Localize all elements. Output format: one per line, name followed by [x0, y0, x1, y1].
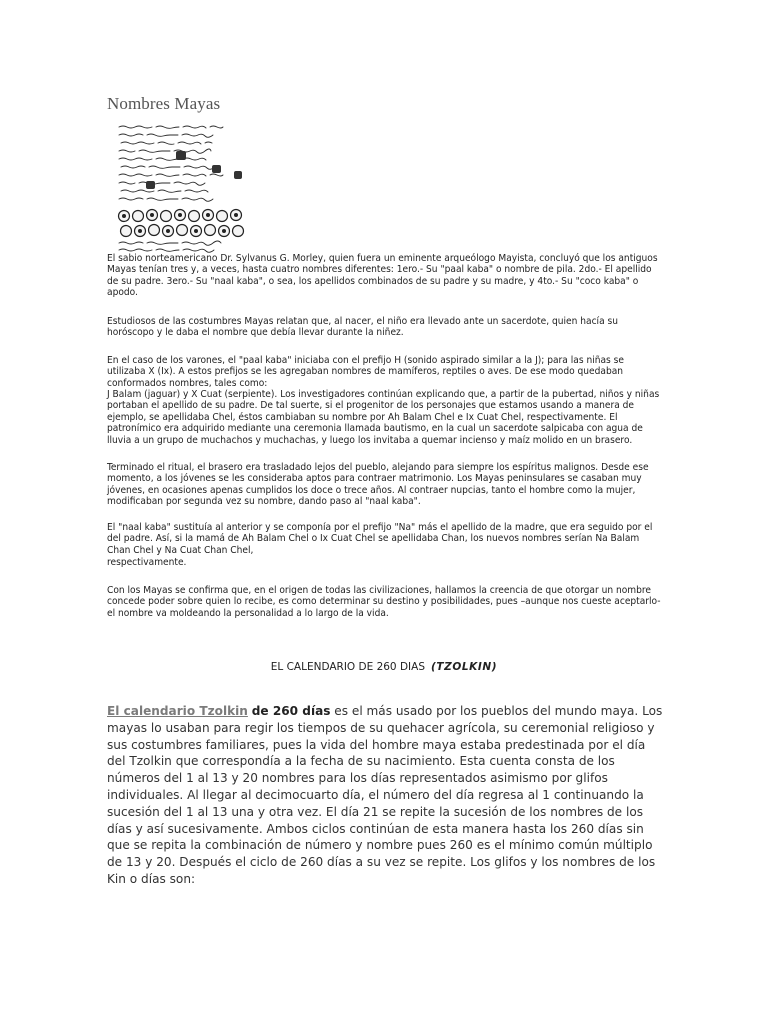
paragraph-ritual: Terminado el ritual, el brasero era trasladado lejos del pueblo, alejando para siempre los espíritus malignos. Desde ese momento, a los jóvenes se les consideraba aptos para contraer matrimonio. Los Mayas peninsulares se casaban muy jóvenes, en ocasiones apenas cumplidos los doce o trece años. Al contraer nupcias, tanto el hombre como la mujer, modificaban por segunda vez su nombre, dando paso al "naal kaba".	[107, 462, 649, 508]
calendar-bold-text: de 260 días	[251, 704, 331, 718]
paragraph-conclusion: Con los Mayas se confirma que, en el origen de todas las civilizaciones, hallamos la creencia de que otorgar un nombre concede poder sobre quien lo recibe, es como determinar su destino y posibilidades, pues –aunque nos cueste aceptarlo- el nombre va moldeando la personalidad a lo largo de la vida.	[107, 585, 661, 619]
paragraph-prefixes: En el caso de los varones, el "paal kaba" iniciaba con el prefijo H (sonido aspirado similar a la J); para las niñas se utilizaba X (Ix). A estos prefijos se les agregaban nombres de mamíferos, reptiles o aves. De ese modo quedaban conformados nombres, tales como:	[107, 355, 624, 389]
section-heading	[0, 661, 768, 673]
paragraph-baptism: J Balam (jaguar) y X Cuat (serpiente). Los investigadores continúan explicando que, a partir de la pubertad, niños y niñas portaban el apellido de su padre. De tal suerte, si el progenitor de los personajes que estamos usando a manera de ejemplo, se apellidaba Chel, éstos cambiaban su nombre por Ah Balam Chel e Ix Cuat Chel, respectivamente. El patronímico era adquirido mediante una ceremonia llamada bautismo, en la cual un sacerdote salpicaba con agua de lluvia a un grupo de muchachos y muchachas, y luego los invitaba a quemar incienso y maíz molido en un brasero.	[107, 389, 660, 446]
section-heading-emphasis: (TZOLKIN)	[430, 661, 498, 673]
paragraph-naal-kaba: El "naal kaba" sustituía al anterior y se componía por el prefijo "Na" más el apellido de la madre, que era seguido por el del padre. Así, si la mamá de Ah Balam Chel o Ix Cuat Chel se apellidaba Chan, los nuevos nombres serían Na Balam Chan Chel y Na Cuat Chan Chel,	[107, 522, 653, 556]
section-heading-text: EL CALENDARIO DE 260 DIAS	[270, 661, 425, 673]
page-title: Nombres Mayas	[107, 94, 221, 113]
paragraph-respectively: respectivamente.	[107, 557, 187, 568]
maya-manuscript-image	[116, 121, 255, 254]
calendar-paragraph	[107, 703, 665, 888]
paragraph-horoscope: Estudiosos de las costumbres Mayas relatan que, al nacer, el niño era llevado ante un sacerdote, quien hacía su horóscopo y le daba el nombre que debía llevar durante la niñez.	[107, 316, 619, 339]
paragraph-intro: El sabio norteamericano Dr. Sylvanus G. Morley, quien fuera un eminente arqueólogo Mayista, concluyó que los antiguos Mayas tenían tres y, a veces, hasta cuatro nombres diferentes: 1ero.- Su "paal kaba" o nombre de pila. 2do.- El apellido de su padre. 3ero.- Su "naal kaba", o sea, los apellidos combinados de su padre y su madre, y 4to.- Su "coco kaba" o apodo.	[107, 253, 658, 299]
tzolkin-link[interactable]: El calendario Tzolkin	[107, 704, 248, 718]
calendar-body-text: es el más usado por los pueblos del mundo maya. Los mayas lo usaban para regir los tiempos de su quehacer agrícola, su ceremonial religioso y sus costumbres familiares, pues la vida del hombre maya estaba predestinada por el día del Tzolkin que correspondía a la fecha de su nacimiento. Esta cuenta consta de los números del 1 al 13 y 20 nombres para los días representados asimismo por glifos individuales. Al llegar al decimocuarto día, el número del día regresa al 1 continuando la sucesión del 1 al 13 una y otra vez. El día 21 se repite la sucesión de los nombres de los días y así sucesivamente. Ambos ciclos continúan de esta manera hasta los 260 días sin que se repita la combinación de número y nombre pues 260 es el mínimo común múltiplo de 13 y 20. Después el ciclo de 260 días a su vez se repite. Los glifos y los nombres de los Kin o días son:	[107, 704, 663, 886]
